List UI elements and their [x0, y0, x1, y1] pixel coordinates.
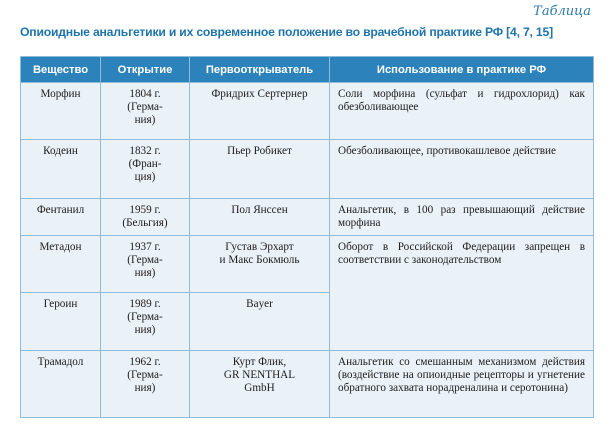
cell-discoverer	[190, 351, 330, 418]
discovery-line: ния)	[134, 114, 156, 126]
discoverer-line: Bayer	[246, 298, 273, 310]
cell-discovery	[101, 236, 190, 293]
discoverer-line: Курт Флик,	[232, 356, 287, 368]
table-title: Опиоидные анальгетики и их современное положение во врачебной практике РФ [4, 7, 15]	[20, 25, 553, 39]
cell-usage: Анальгетик, в 100 раз превышающий действие морфина	[330, 199, 594, 236]
opioid-table	[20, 56, 594, 418]
discovery-line: (Фран-	[128, 158, 162, 170]
table-row	[21, 83, 594, 140]
discoverer-line: Пьер Робикет	[227, 145, 292, 157]
discovery-line: (Герма-	[127, 101, 163, 113]
header-discoverer: Первооткрыватель	[190, 57, 330, 83]
discovery-line: 1959 г.	[129, 204, 161, 216]
cell-discovery	[101, 293, 190, 351]
discovery-line: (Бельгия)	[122, 217, 168, 229]
discovery-line: (Герма-	[127, 369, 163, 381]
cell-discovery	[101, 83, 190, 140]
discovery-line: ния)	[134, 267, 156, 279]
discovery-line: 1832 г.	[129, 145, 161, 157]
discovery-line: ция)	[134, 171, 156, 183]
cell-usage: Обезболивающее, противокашлевое действие	[330, 140, 594, 199]
header-discovery: Открытие	[101, 57, 190, 83]
cell-discoverer	[190, 293, 330, 351]
discoverer-line: Пол Янссен	[231, 204, 288, 216]
discoverer-line: Фридрих Сертернер	[211, 88, 308, 100]
table-caption: Таблица	[533, 4, 591, 19]
table-row	[21, 140, 594, 199]
cell-substance: Кодеин	[21, 140, 101, 199]
cell-discoverer	[190, 140, 330, 199]
cell-substance: Трамадол	[21, 351, 101, 418]
cell-usage: Оборот в Российской Федерации запрещен в соответствии с законодательством	[330, 236, 594, 351]
table-row	[21, 351, 594, 418]
header-row	[21, 57, 594, 83]
discovery-line: ния)	[134, 324, 156, 336]
cell-discoverer	[190, 199, 330, 236]
discovery-line: (Герма-	[127, 254, 163, 266]
discoverer-line: и Макс Бокмюль	[219, 254, 300, 266]
discovery-line: 1989 г.	[129, 298, 161, 310]
cell-discovery	[101, 351, 190, 418]
cell-discoverer	[190, 83, 330, 140]
cell-usage: Соли морфина (сульфат и гидрохлорид) как обезболивающее	[330, 83, 594, 140]
discovery-line: 1962 г.	[129, 356, 161, 368]
table-row	[21, 199, 594, 236]
cell-substance: Метадон	[21, 236, 101, 293]
header-substance: Вещество	[21, 57, 101, 83]
cell-discovery	[101, 199, 190, 236]
cell-substance: Фентанил	[21, 199, 101, 236]
cell-discoverer	[190, 236, 330, 293]
discovery-line: 1937 г.	[129, 241, 161, 253]
cell-substance: Морфин	[21, 83, 101, 140]
discoverer-line: GmbH	[244, 382, 275, 394]
cell-substance: Героин	[21, 293, 101, 351]
cell-discovery	[101, 140, 190, 199]
header-usage: Использование в практике РФ	[330, 57, 594, 83]
cell-usage: Анальгетик со смешанным механизмом действия (воздействие на опиоидные рецепторы и угнетение обратного захвата норадреналина и серотонина)	[330, 351, 594, 418]
discovery-line: (Герма-	[127, 311, 163, 323]
discovery-line: 1804 г.	[129, 88, 161, 100]
table-row	[21, 236, 594, 293]
discovery-line: ния)	[134, 382, 156, 394]
discoverer-line: GR NENTHAL	[223, 369, 296, 381]
discoverer-line: Густав Эрхарт	[225, 241, 294, 253]
